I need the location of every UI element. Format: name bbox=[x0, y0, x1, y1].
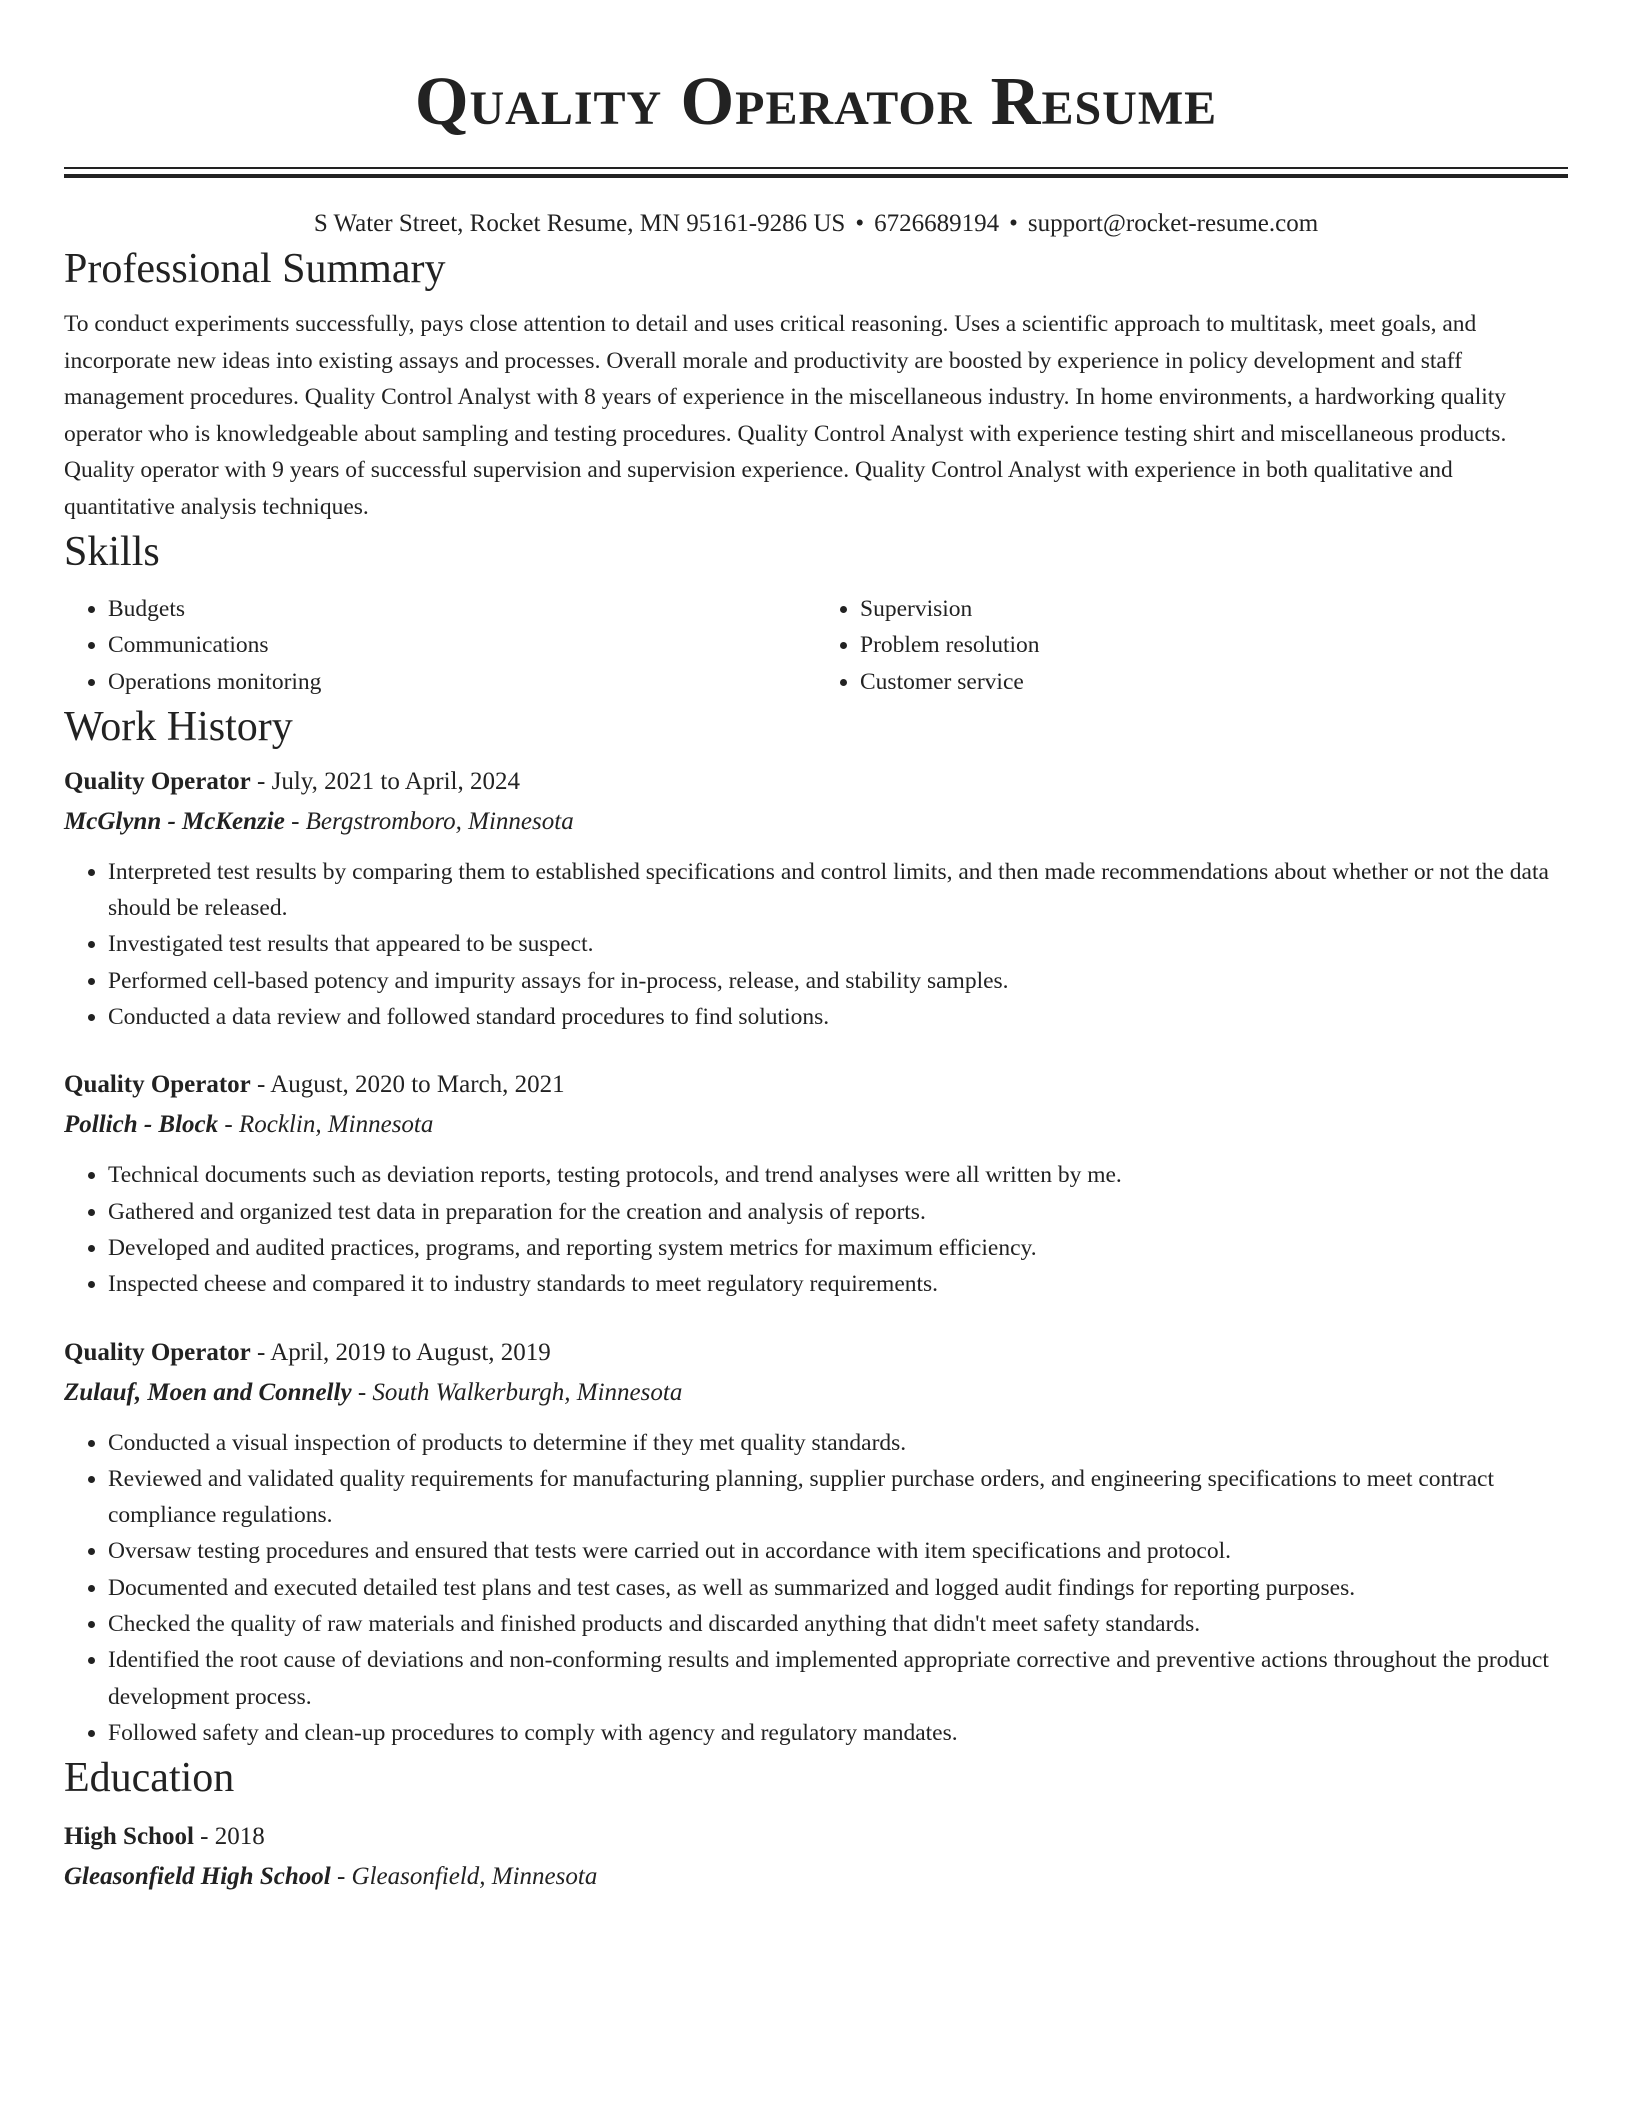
job-dates: - August, 2020 to March, 2021 bbox=[250, 1071, 565, 1099]
job-duty: • Oversaw testing procedures and ensured that tests were carried out in accordance with item specifications and protocol. bbox=[108, 1533, 1568, 1569]
job-duty: • Checked the quality of raw materials and finished products and discarded anything that didn't meet safety standards. bbox=[108, 1606, 1568, 1642]
skill-item: • Budgets bbox=[108, 591, 816, 627]
job-duty: • Conducted a data review and followed standard procedures to find solutions. bbox=[108, 999, 1568, 1035]
skill-item: • Operations monitoring bbox=[108, 664, 816, 700]
work-history-heading: Work History bbox=[64, 703, 293, 750]
contact-address: S Water Street, Rocket Resume, MN 95161-9286 US bbox=[313, 210, 846, 237]
job-dates: - April, 2019 to August, 2019 bbox=[250, 1338, 551, 1366]
job-title: Quality Operator bbox=[64, 767, 251, 795]
skills-column-right bbox=[816, 591, 1568, 700]
skills-heading: Skills bbox=[64, 529, 160, 575]
job-duty: • Identified the root cause of deviations and non-conforming results and implemented appropriate corrective and preventive actions throughout the product development process. bbox=[108, 1642, 1568, 1715]
contact-phone: 6726689194 bbox=[874, 210, 1000, 237]
skill-item: • Problem resolution bbox=[860, 627, 1568, 663]
job-duty: • Developed and audited practices, programs, and reporting system metrics for maximum efficiency. bbox=[108, 1230, 1568, 1266]
job-duties bbox=[64, 1425, 1568, 1752]
skill-item: • Communications bbox=[108, 627, 816, 663]
skills-column-left bbox=[64, 591, 816, 700]
job-duty: • Reviewed and validated quality requirements for manufacturing planning, supplier purchase orders, and engineering specifications to meet contract compliance regulations. bbox=[108, 1461, 1568, 1534]
contact-separator: • bbox=[1009, 210, 1018, 237]
education-entry bbox=[64, 1817, 1568, 1897]
job-entry bbox=[64, 1333, 1568, 1752]
job-location: - Rocklin, Minnesota bbox=[218, 1111, 434, 1139]
job-company: Zulauf, Moen and Connelly bbox=[64, 1378, 352, 1406]
job-title-line bbox=[64, 1333, 1568, 1373]
job-dates: - July, 2021 to April, 2024 bbox=[250, 767, 520, 795]
skill-item: • Supervision bbox=[860, 591, 1568, 627]
job-title-line bbox=[64, 1065, 1568, 1105]
education-school: Gleasonfield High School bbox=[64, 1863, 331, 1891]
summary-heading: Professional Summary bbox=[64, 246, 446, 292]
education-degree: High School bbox=[64, 1823, 194, 1851]
job-duty: • Technical documents such as deviation reports, testing protocols, and trend analyses were all written by me. bbox=[108, 1157, 1568, 1193]
summary-text: To conduct experiments successfully, pays close attention to detail and uses critical reasoning. Uses a scientific approach to multitask, meet goals, and incorporate new ideas into existing assays and processes. Overall morale and productivity are boosted by experience in policy development and staff management procedures. Quality Control Analyst with 8 years of experience in the miscellaneous industry. In home environments, a hardworking quality operator who is knowledgeable about sampling and testing procedures. Quality Control Analyst with experience testing shirt and miscellaneous products. Quality operator with 9 years of successful supervision and supervision experience. Quality Control Analyst with experience in both qualitative and quantitative analysis techniques. bbox=[64, 311, 1507, 520]
title-divider bbox=[64, 167, 1568, 178]
job-company-line bbox=[64, 802, 1568, 842]
job-duties bbox=[64, 854, 1568, 1035]
job-duty: • Inspected cheese and compared it to industry standards to meet regulatory requirements. bbox=[108, 1266, 1568, 1302]
job-company-line bbox=[64, 1373, 1568, 1413]
job-duty: • Interpreted test results by comparing them to established specifications and control limits, and then made recommendations about whether or not the data should be released. bbox=[108, 854, 1568, 927]
job-location: - Bergstromboro, Minnesota bbox=[284, 807, 574, 835]
job-title-line bbox=[64, 762, 1568, 802]
education-degree-line bbox=[64, 1817, 1568, 1857]
job-location: - South Walkerburgh, Minnesota bbox=[351, 1378, 683, 1406]
job-duty: • Performed cell-based potency and impurity assays for in-process, release, and stability samples. bbox=[108, 963, 1568, 999]
skill-item: • Customer service bbox=[860, 664, 1568, 700]
job-duty: • Gathered and organized test data in preparation for the creation and analysis of reports. bbox=[108, 1194, 1568, 1230]
job-title: Quality Operator bbox=[64, 1071, 251, 1099]
contact-info bbox=[64, 206, 1568, 242]
education-year: - 2018 bbox=[193, 1823, 265, 1851]
job-entry bbox=[64, 762, 1568, 1035]
job-company: McGlynn - McKenzie bbox=[64, 807, 285, 835]
job-duty: • Followed safety and clean-up procedures to comply with agency and regulatory mandates. bbox=[108, 1715, 1568, 1751]
education-school-line bbox=[64, 1857, 1568, 1897]
resume-title: Quality Operator Resume bbox=[414, 63, 1218, 139]
job-title: Quality Operator bbox=[64, 1338, 251, 1366]
job-duty: • Investigated test results that appeared to be suspect. bbox=[108, 926, 1568, 962]
job-company-line bbox=[64, 1105, 1568, 1145]
job-duties bbox=[64, 1157, 1568, 1302]
education-heading: Education bbox=[64, 1755, 235, 1802]
skills-list bbox=[64, 591, 1568, 700]
job-entry bbox=[64, 1065, 1568, 1302]
contact-separator: • bbox=[855, 210, 865, 237]
education-location: - Gleasonfield, Minnesota bbox=[330, 1863, 598, 1891]
job-company: Pollich - Block bbox=[64, 1111, 219, 1139]
job-duty: • Documented and executed detailed test plans and test cases, as well as summarized and logged audit findings for reporting purposes. bbox=[108, 1570, 1568, 1606]
contact-email: support@rocket-resume.com bbox=[1027, 210, 1319, 237]
job-duty: • Conducted a visual inspection of products to determine if they met quality standards. bbox=[108, 1425, 1568, 1461]
